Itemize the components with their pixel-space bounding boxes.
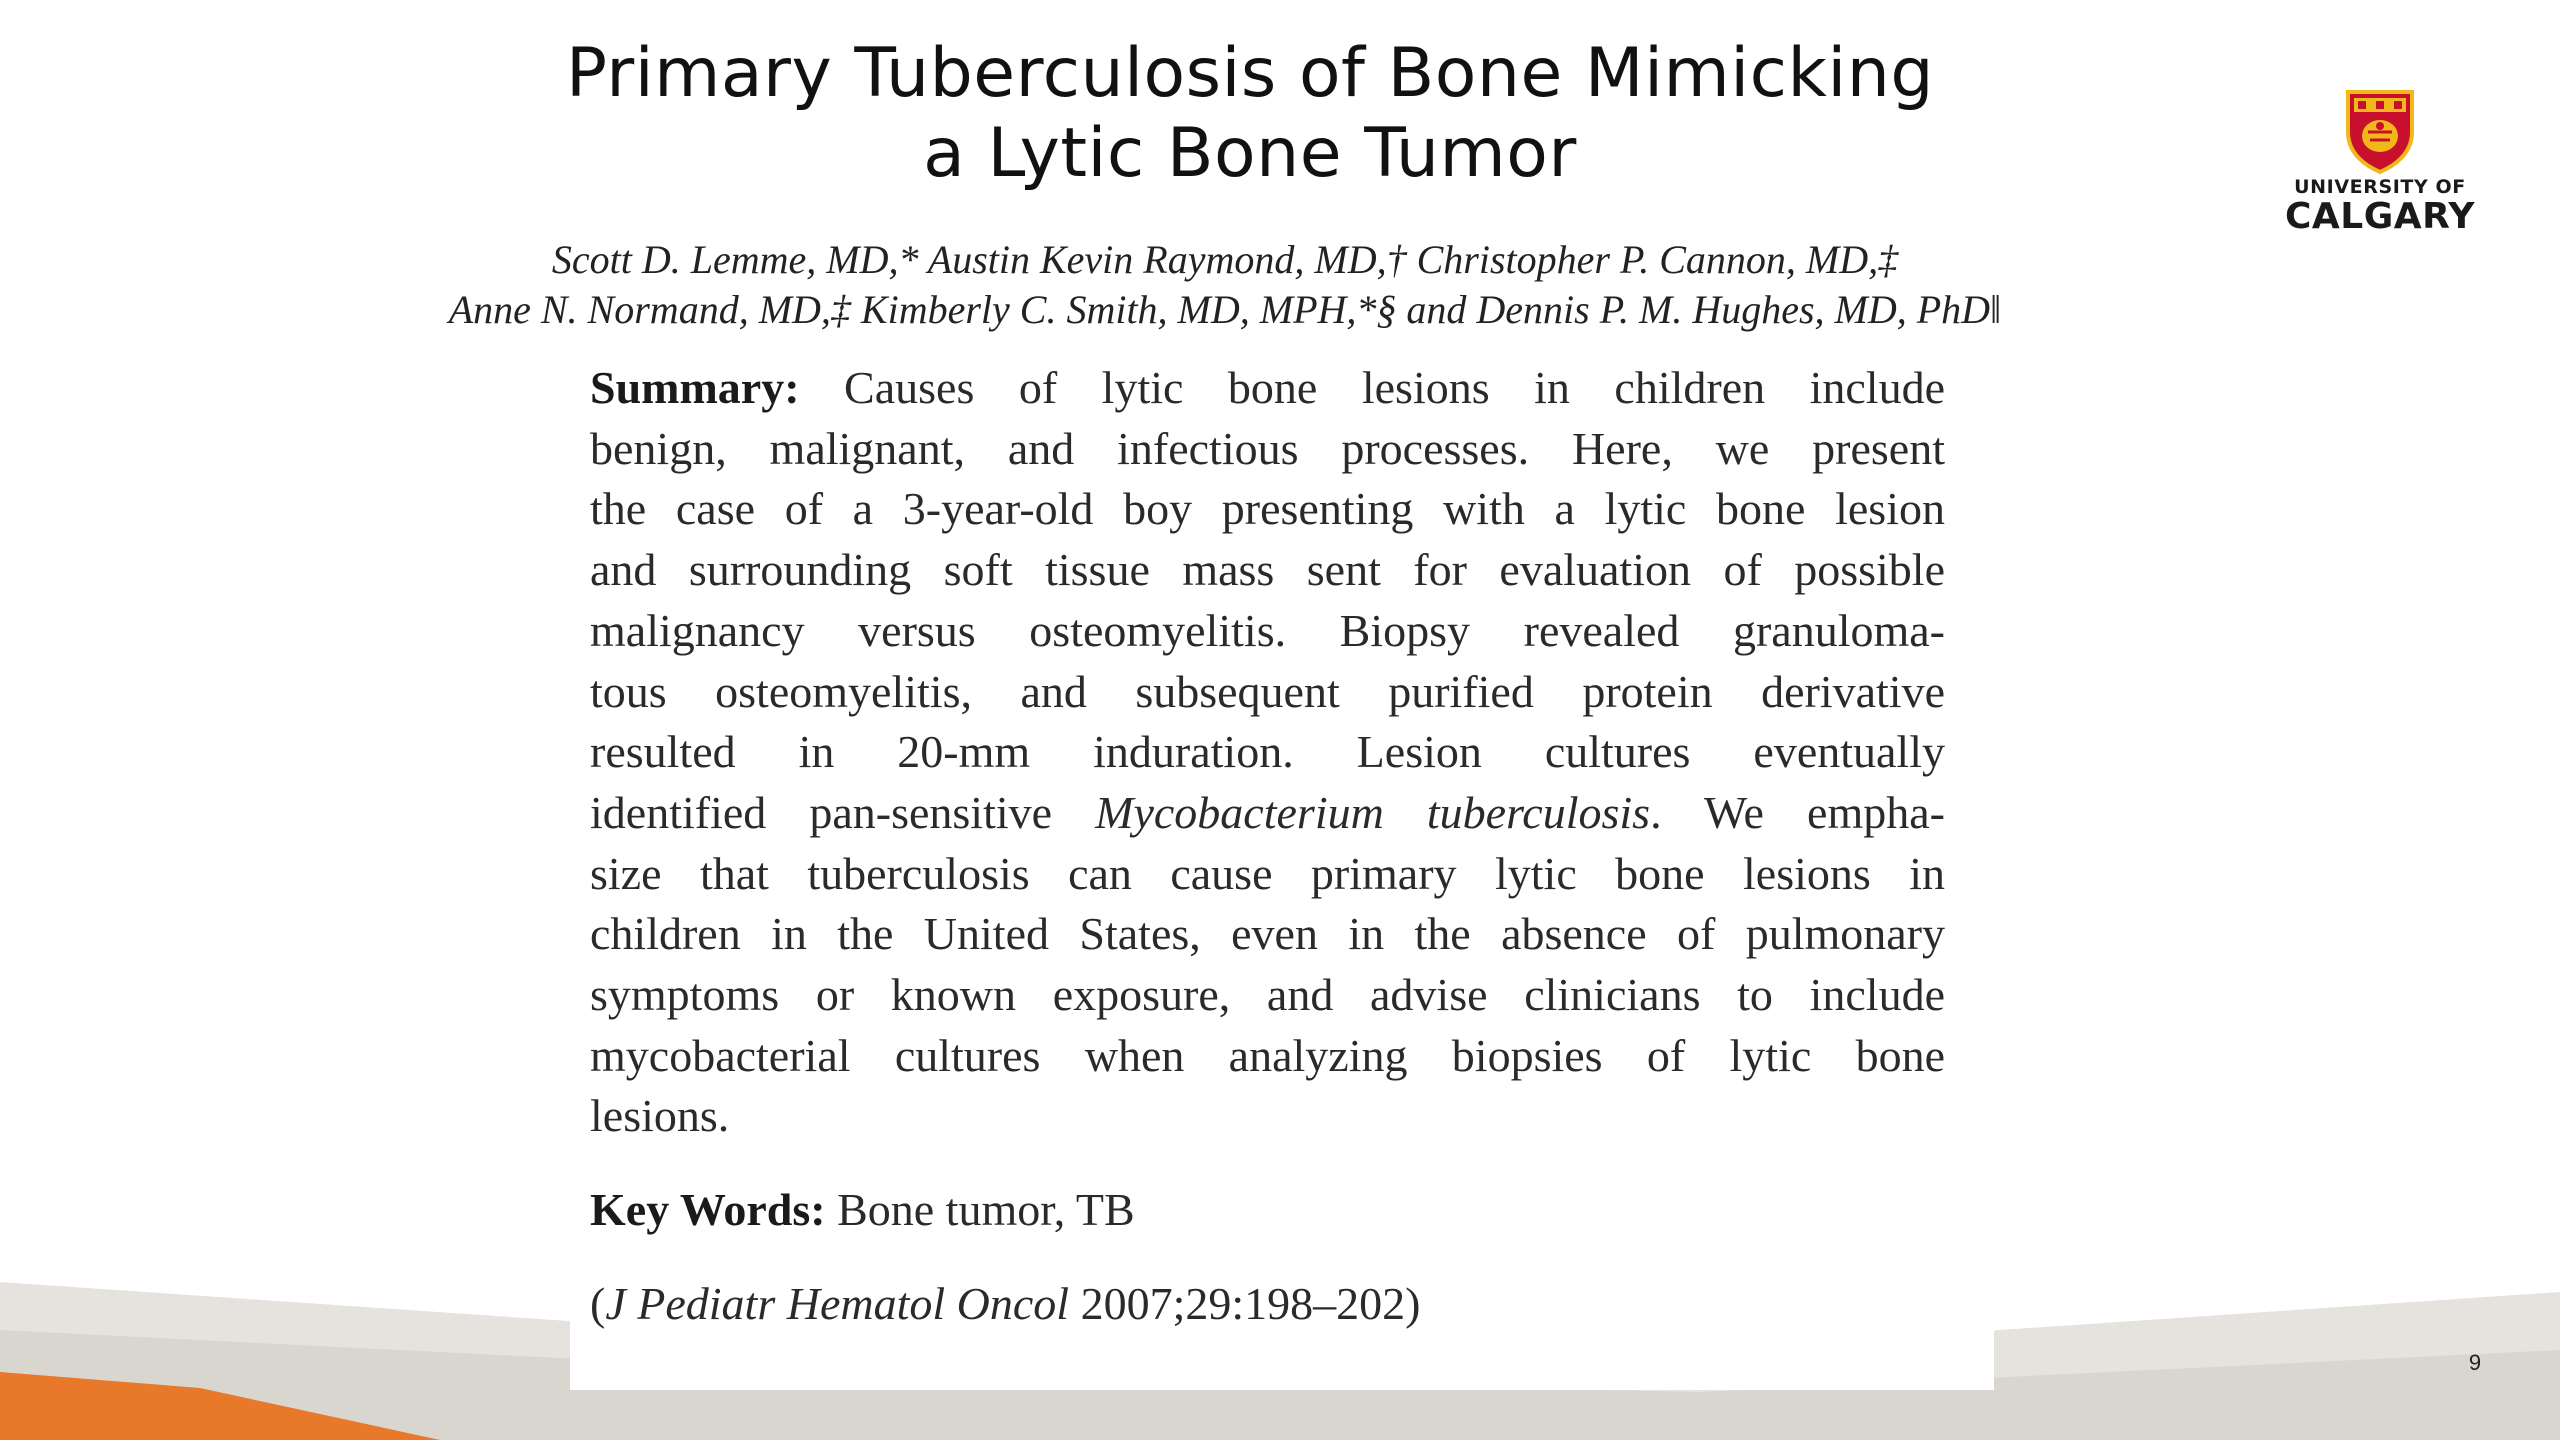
journal-citation: (J Pediatr Hematol Oncol 2007;29:198–202) [590,1278,1421,1329]
authors-line-1: Scott D. Lemme, MD,* Austin Kevin Raymond, MD,† Christopher P. Cannon, MD,‡ [551,237,1899,282]
key-words [590,1180,1135,1240]
keywords-label: Key Words: [590,1184,826,1235]
summary-line: malignancy versus osteomyelitis. Biopsy revealed granuloma- [590,604,1945,656]
logo-text-university-of: UNIVERSITY OF [2294,176,2466,198]
title-line-1: Primary Tuberculosis of Bone Mimicking [565,34,1935,113]
journal-name: J Pediatr Hematol Oncol [605,1278,1070,1329]
university-crest-icon [2342,88,2418,174]
summary-paragraph [590,358,1945,1147]
organism-name: Mycobacterium tuberculosis [1095,786,1651,838]
authors-line-2: Anne N. Normand, MD,‡ Kimberly C. Smith, MD, MPH,*§ and Dennis P. M. Hughes, MD, PhD‖ [448,287,2002,332]
summary-line: resulted in 20-mm induration. Lesion cultures eventually [590,726,1945,778]
summary-line: lesions. [590,1090,730,1142]
author-list [330,235,2120,335]
keywords-text: Bone tumor, TB [837,1184,1135,1235]
summary-line: the case of a 3-year-old boy presenting with a lytic bone lesion [590,483,1945,535]
page-number: 9 [2468,1350,2482,1375]
summary-line: identified pan-sensitive Mycobacterium tuberculosis. We empha- [590,786,1945,838]
summary-line: benign, malignant, and infectious processes. Here, we present [590,422,1945,474]
summary-line: tous osteomyelitis, and subsequent purified protein derivative [590,665,1945,717]
summary-line: Summary: Causes of lytic bone lesions in children include [590,362,1945,413]
summary-label: Summary: [590,362,800,413]
logo-text-calgary: CALGARY [2285,196,2475,237]
summary-line: children in the United States, even in the absence of pulmonary [590,908,1945,960]
university-logo [2280,88,2480,238]
summary-line: and surrounding soft tissue mass sent for evaluation of possible [590,544,1945,596]
summary-line: size that tuberculosis can cause primary lytic bone lesions in [590,847,1945,899]
summary-line: mycobacterial cultures when analyzing biopsies of lytic bone [590,1029,1945,1081]
summary-line: symptoms or known exposure, and advise clinicians to include [590,969,1945,1021]
slide-title [440,34,2060,194]
title-line-2: a Lytic Bone Tumor [923,114,1577,193]
